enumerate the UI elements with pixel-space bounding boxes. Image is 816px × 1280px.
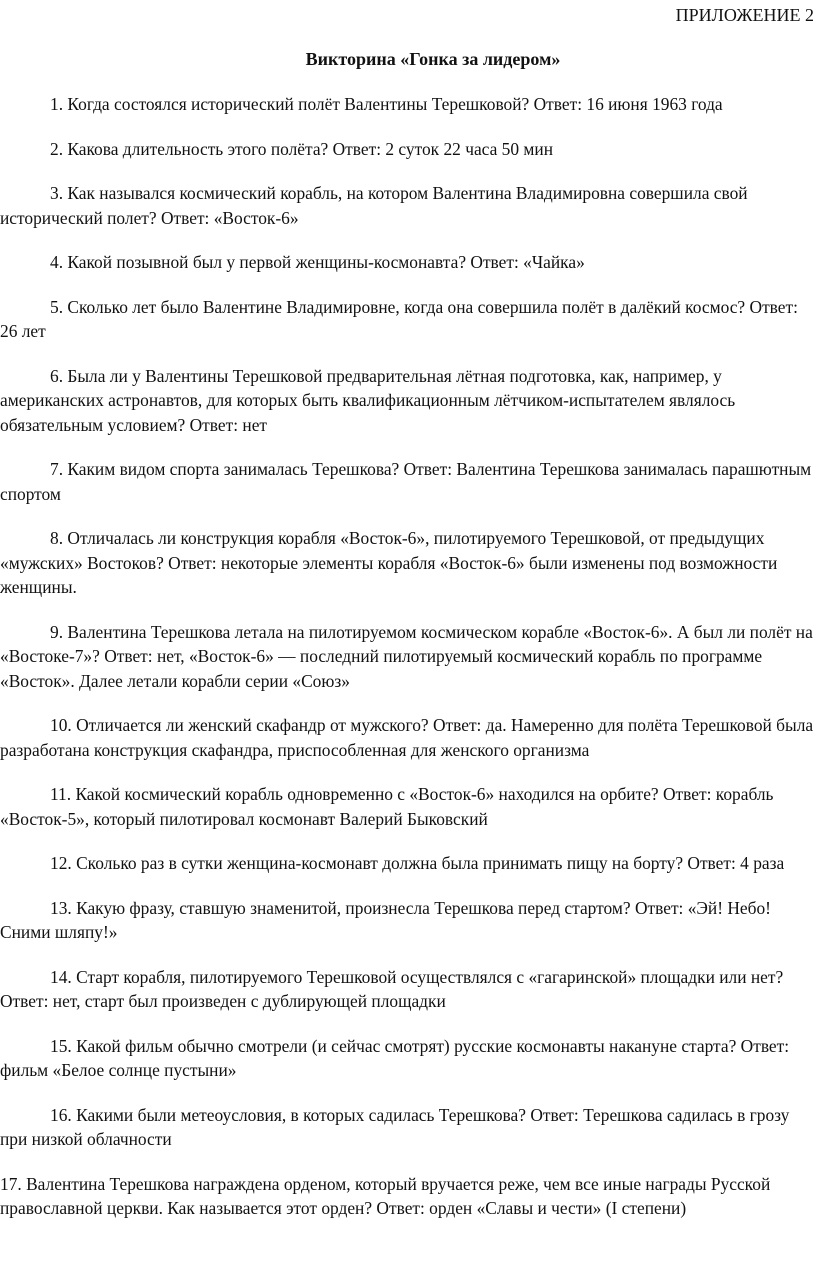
question-8: 8. Отличалась ли конструкция корабля «Восток-6», пилотируемого Терешковой, от предыдущих «мужских» Востоков? Ответ: некоторые элементы корабля «Восток-6» были изменены под возможности женщины. bbox=[0, 528, 778, 597]
question-12: 12. Сколько раз в сутки женщина-космонавт должна была принимать пищу на борту? Ответ: 4 раза bbox=[50, 853, 785, 873]
question-16: 16. Какими были метеоусловия, в которых садилась Терешкова? Ответ: Терешкова садилась в грозу при низкой облачности bbox=[0, 1104, 790, 1149]
question-17: 17. Валентина Терешкова награждена орденом, который вручается реже, чем все иные награды Русской православной церкви. Как называется этот орден? Ответ: орден «Славы и чести» (I степени) bbox=[0, 1173, 771, 1218]
question-9: 9. Валентина Терешкова летала на пилотируемом космическом корабле «Восток-6». А был ли полёт на «Востоке-7»? Ответ: нет, «Восток-6» — последний пилотируемый космический корабль по программе «Восток». Далее летали корабли серии «Союз» bbox=[0, 621, 813, 691]
question-list bbox=[0, 92, 816, 1241]
question-2: 2. Какова длительность этого полёта? Ответ: 2 суток 22 часа 50 мин bbox=[50, 138, 554, 159]
question-7: 7. Каким видом спорта занималась Терешкова? Ответ: Валентина Терешкова занималась парашютным спортом bbox=[0, 459, 812, 504]
question-10: 10. Отличается ли женский скафандр от мужского? Ответ: да. Намеренно для полёта Терешковой была разработана конструкция скафандра, приспособленная для женского организма bbox=[0, 715, 814, 760]
question-3: 3. Как назывался космический корабль, на котором Валентина Владимировна совершила свой исторический полет? Ответ: «Восток-6» bbox=[0, 183, 748, 228]
question-6: 6. Была ли у Валентины Терешковой предварительная лётная подготовка, как, например, у американских астронавтов, для которых быть квалификационным лётчиком-испытателем являлось обязательным условием? Ответ: нет bbox=[0, 365, 736, 435]
question-14: 14. Старт корабля, пилотируемого Терешковой осуществлялся с «гагаринской» площадки или нет? Ответ: нет, старт был произведен с дублирующей площадки bbox=[0, 966, 784, 1011]
quiz-title: Викторина «Гонка за лидером» bbox=[305, 49, 561, 69]
question-4: 4. Какой позывной был у первой женщины-космонавта? Ответ: «Чайка» bbox=[50, 252, 585, 272]
question-13: 13. Какую фразу, ставшую знаменитой, произнесла Терешкова перед стартом? Ответ: «Эй! Небо! Сними шляпу!» bbox=[0, 897, 771, 942]
appendix-label: ПРИЛОЖЕНИЕ 2 bbox=[675, 5, 814, 25]
question-11: 11. Какой космический корабль одновременно с «Восток-6» находился на орбите? Ответ: корабль «Восток-5», который пилотировал космонавт Валерий Быковский bbox=[0, 784, 774, 829]
question-5: 5. Сколько лет было Валентине Владимировне, когда она совершила полёт в далёкий космос? Ответ: 26 лет bbox=[0, 296, 798, 341]
question-15: 15. Какой фильм обычно смотрели (и сейчас смотрят) русские космонавты накануне старта? Ответ: фильм «Белое солнце пустыни» bbox=[0, 1035, 790, 1080]
question-1: 1. Когда состоялся исторический полёт Валентины Терешковой? Ответ: 16 июня 1963 года bbox=[50, 94, 723, 114]
